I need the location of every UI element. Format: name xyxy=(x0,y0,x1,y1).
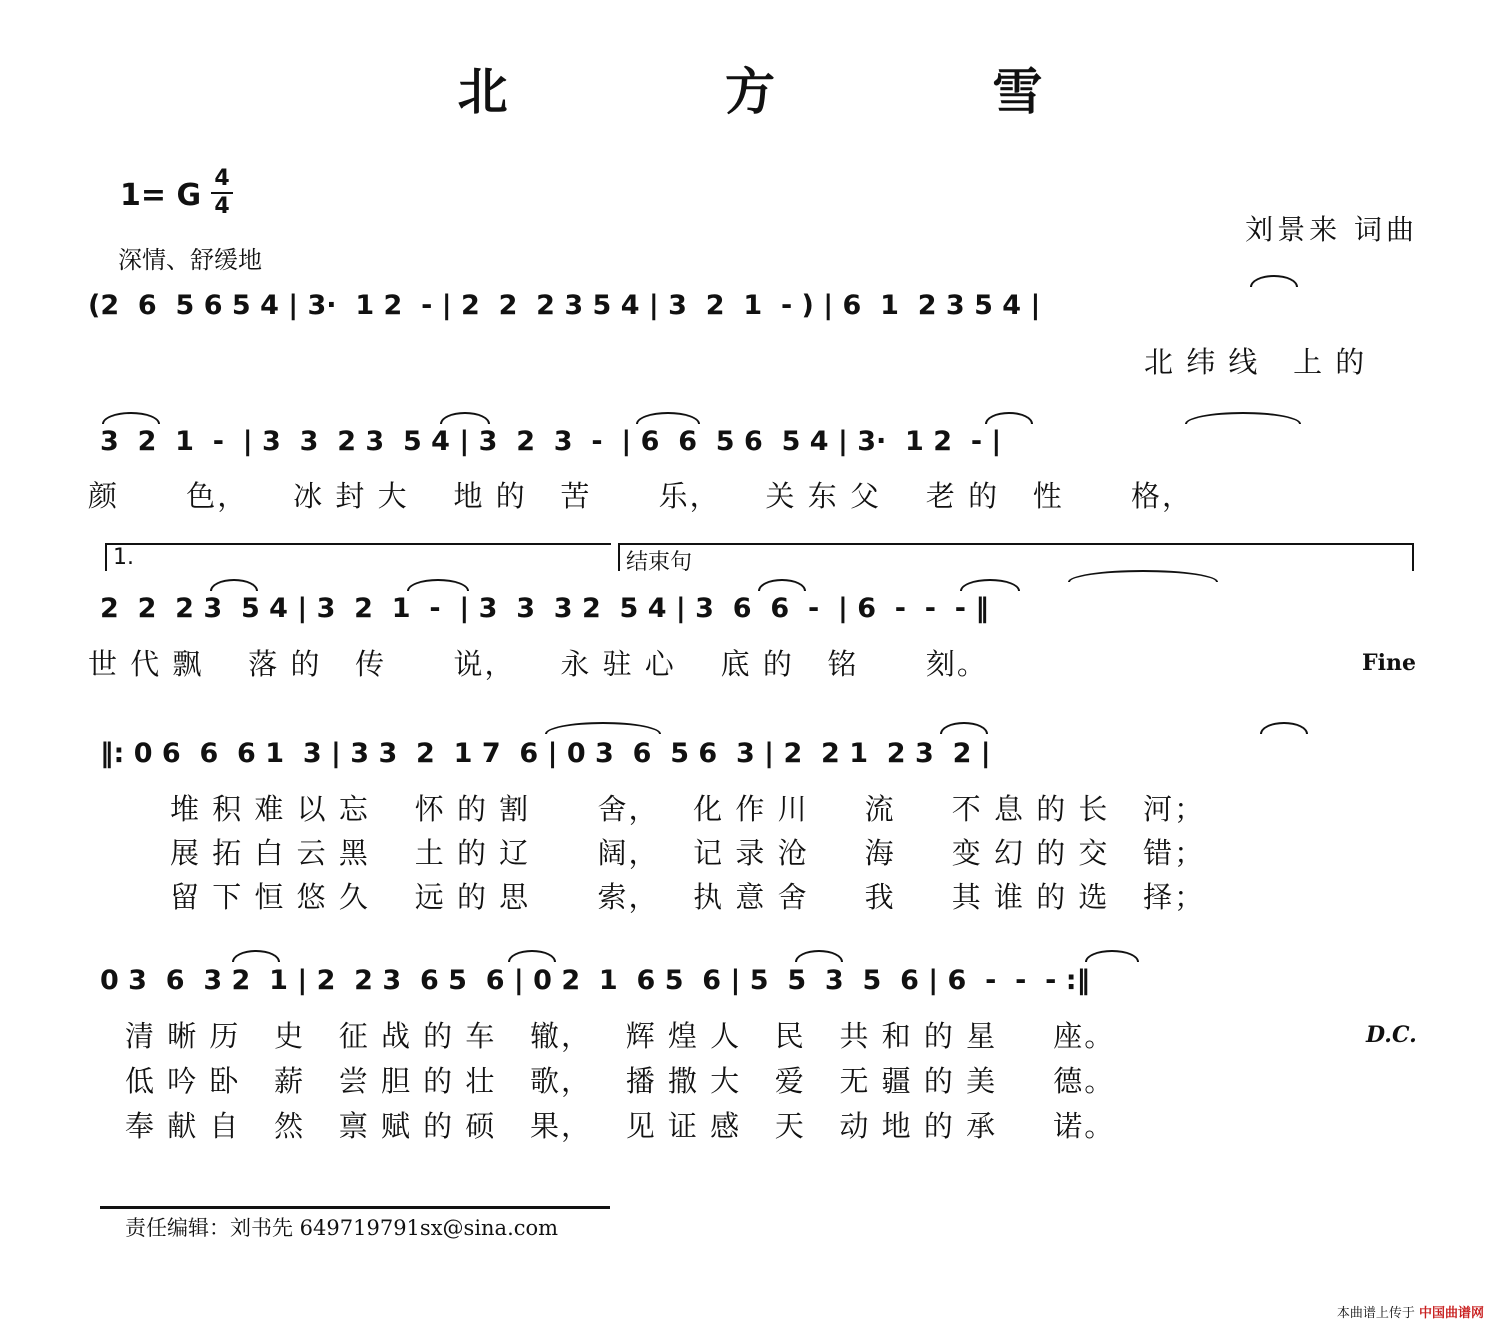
upload-site: 中国曲谱网 xyxy=(1418,1306,1484,1321)
slur-mark xyxy=(960,579,1020,591)
notation-line-1: (2 6 5 6 5 4 | 3· 1 2 - | 2 2 2 3 5 4 | 3 2 1 - ) | 6 1 2 3 5 4 | xyxy=(88,290,1041,321)
author-credit: 刘景来 词曲 xyxy=(1245,213,1418,246)
slur-mark xyxy=(545,722,661,734)
lyric-line-4-verse-1: 堆 积 难 以 忘 怀 的 割 舍， 化 作 川 流 不 息 的 长 河； xyxy=(170,792,1206,826)
slur-mark xyxy=(1260,722,1308,734)
slur-mark xyxy=(1068,570,1218,582)
key-signature: 1= G xyxy=(120,178,202,213)
lyric-line-2: 颜 色， 冰 封 大 地 的 苦 乐， 关 东 父 老 的 性 格， xyxy=(88,479,1194,513)
slur-mark xyxy=(940,722,988,734)
lyric-line-4-verse-3: 留 下 恒 悠 久 远 的 思 索， 执 意 舍 我 其 谁 的 选 择； xyxy=(170,880,1206,914)
volta-2-label: 结束句 xyxy=(626,550,693,575)
footer-rule xyxy=(100,1206,610,1209)
lyric-line-4-verse-2: 展 拓 白 云 黑 土 的 辽 阔， 记 录 沧 海 变 幻 的 交 错； xyxy=(170,836,1206,870)
slur-mark xyxy=(407,579,469,591)
time-signature-bottom: 4 xyxy=(214,194,230,219)
lyric-line-5-verse-2: 低 吟 卧 薪 尝 胆 的 壮 歌， 播 撒 大 爱 无 疆 的 美 德。 xyxy=(125,1064,1116,1098)
notation-line-3: 2 2 2 3 5 4 | 3 2 1 - | 3 3 3 2 5 4 | 3 6 6 - | 6 - - - ‖ xyxy=(100,593,989,624)
upload-source xyxy=(1337,1302,1484,1321)
notation-line-5: 0 3 6 3 2 1 | 2 2 3 6 5 6 | 0 2 1 6 5 6 | 5 5 3 5 6 | 6 - - - :‖ xyxy=(100,965,1091,996)
slur-mark xyxy=(210,579,258,591)
notation-line-4: ‖: 0 6 6 6 1 3 | 3 3 2 1 7 6 | 0 3 6 5 6 3 | 2 2 1 2 3 2 | xyxy=(100,738,991,769)
lyric-line-5-verse-3: 奉 献 自 然 禀 赋 的 硕 果， 见 证 感 天 动 地 的 承 诺。 xyxy=(125,1109,1116,1143)
slur-mark xyxy=(985,412,1033,424)
slur-mark xyxy=(508,950,556,962)
volta-1-label: 1. xyxy=(113,545,134,570)
slur-mark xyxy=(758,579,806,591)
fine-marking: Fine xyxy=(1362,650,1416,676)
slur-mark xyxy=(636,412,700,424)
upload-prefix: 本曲谱上传于 xyxy=(1336,1306,1415,1321)
slur-mark xyxy=(440,412,490,424)
slur-mark xyxy=(102,412,160,424)
lyric-line-5-verse-1: 清 晰 历 史 征 战 的 车 辙， 辉 煌 人 民 共 和 的 星 座。 xyxy=(125,1019,1116,1053)
lyric-line-3: 世 代 飘 落 的 传 说， 永 驻 心 底 的 铭 刻。 xyxy=(88,647,988,681)
lyric-line-1: 北 纬 线 上 的 xyxy=(1144,345,1367,379)
slur-mark xyxy=(232,950,280,962)
notation-line-2: 3 2 1 - | 3 3 2 3 5 4 | 3 2 3 - | 6 6 5 6 5 4 | 3· 1 2 - | xyxy=(100,426,1002,457)
tempo-marking: 深情、舒缓地 xyxy=(118,246,262,274)
song-title: 北 方 雪 xyxy=(457,63,1143,121)
dc-marking: D.C. xyxy=(1366,1022,1417,1048)
volta-first-ending xyxy=(105,543,611,571)
slur-mark xyxy=(1085,950,1139,962)
time-signature xyxy=(205,166,239,220)
slur-mark xyxy=(795,950,843,962)
volta-ending-phrase xyxy=(618,543,1414,575)
editor-credit: 责任编辑：刘书先 649719791sx@sina.com xyxy=(125,1216,559,1240)
time-signature-top: 4 xyxy=(214,166,230,191)
slur-mark xyxy=(1185,412,1301,424)
slur-mark xyxy=(1250,275,1298,287)
